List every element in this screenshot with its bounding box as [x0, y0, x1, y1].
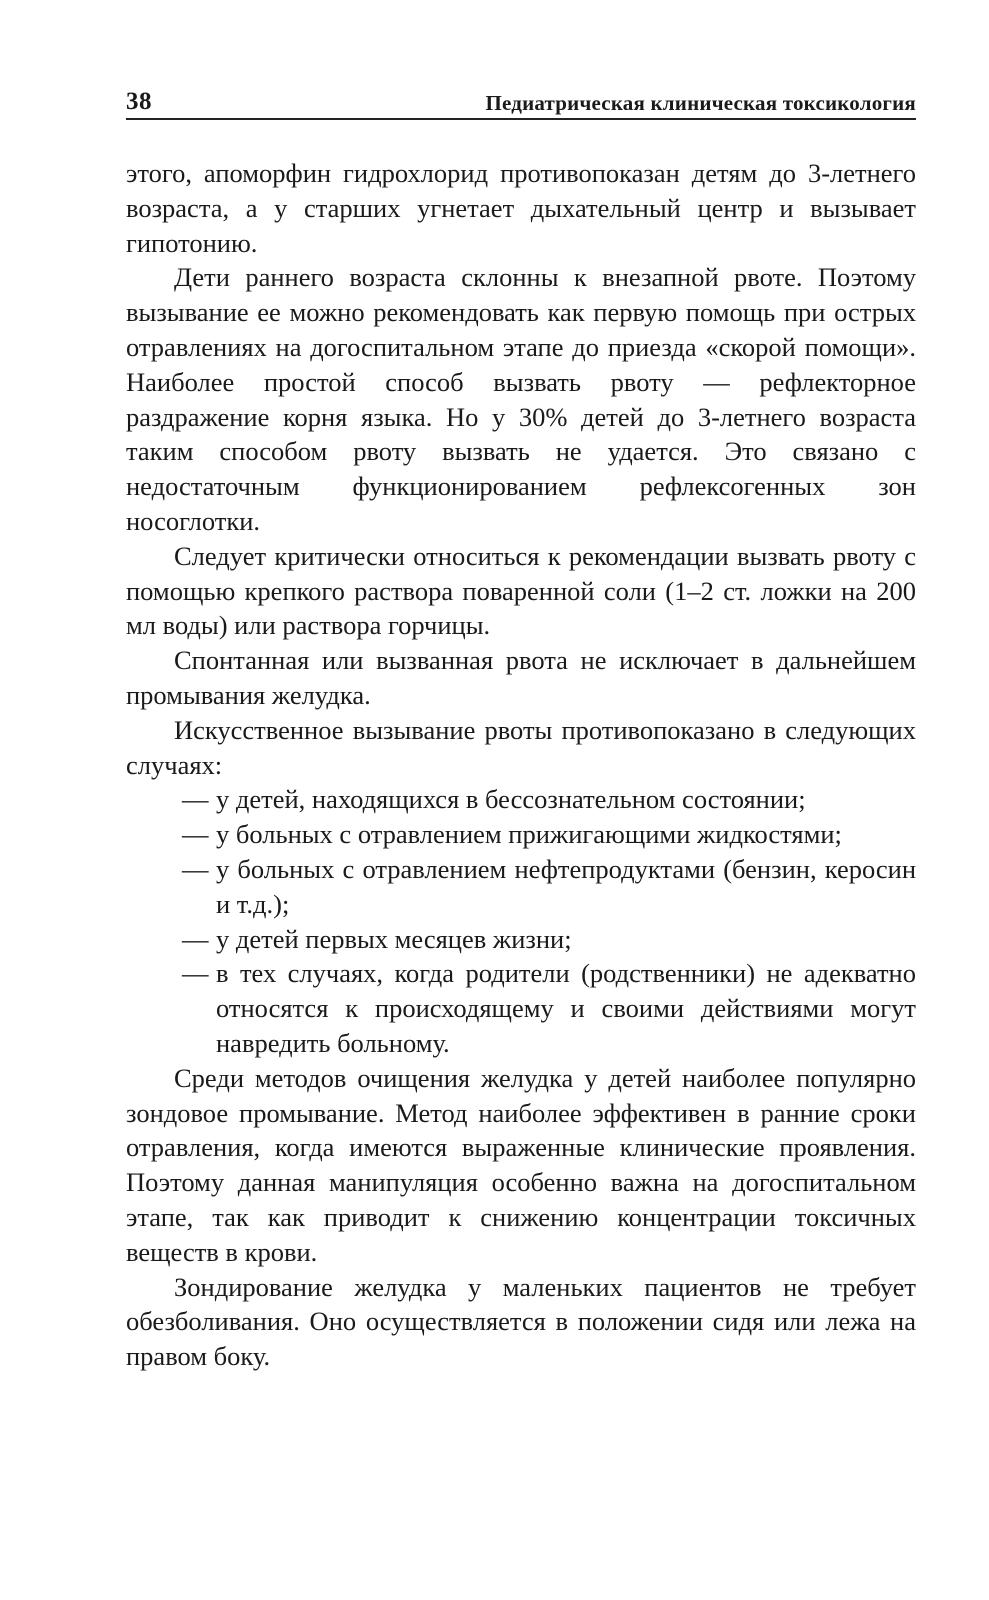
- paragraph: Следует критически относиться к рекомендации вызвать рвоту с помощью крепкого раствора поваренной соли (1–2 ст. ложки на 200 мл воды) или раствора горчицы.: [126, 540, 916, 641]
- list-item: — у больных с отравлением нефтепродуктами (бензин, керосин и т.д.);: [182, 852, 916, 922]
- contraindications-list: [126, 782, 916, 1060]
- book-page: [126, 88, 916, 1374]
- paragraph: Искусственное вызывание рвоты противопоказано в следующих случаях:: [126, 714, 916, 780]
- paragraph: Дети раннего возраста склонны к внезапной рвоте. Поэтому вызывание ее можно рекомендовать как первую помощь при острых отравлениях на догоспитальном этапе до приезда «скорой помощи». Наиболее простой способ вызвать рвоту — рефлекторное раздражение корня языка. Но у 30% детей до 3-летнего возраста таким способом рвоту вызвать не удается. Это связано с недостаточным функционированием рефлексогенных зон носоглотки.: [126, 262, 916, 536]
- list-item: — у детей первых месяцев жизни;: [182, 922, 916, 957]
- paragraph: Среди методов очищения желудка у детей наиболее популярно зондовое промывание. Метод наиболее эффективен в ранние сроки отравления, когда имеются выраженные клинические проявления. Поэтому данная манипуляция особенно важна на догоспитальном этапе, так как приводит к снижению концентрации токсичных веществ в крови.: [126, 1062, 916, 1267]
- list-item: — в тех случаях, когда родители (родственники) не адекватно относятся к происходящему и своими действиями могут навредить больному.: [182, 956, 916, 1060]
- list-item: — у больных с отравлением прижигающими жидкостями;: [182, 817, 916, 852]
- paragraph: Зондирование желудка у маленьких пациентов не требует обезболивания. Оно осуществляется в положении сидя или лежа на правом боку.: [126, 1271, 916, 1372]
- page-body: [126, 156, 916, 1374]
- paragraph: Спонтанная или вызванная рвота не исключает в дальнейшем промывания желудка.: [126, 645, 916, 710]
- page-header: [126, 88, 916, 120]
- list-item: — у детей, находящихся в бессознательном состоянии;: [182, 782, 916, 817]
- page-number: 38: [126, 88, 152, 115]
- running-title: Педиатрическая клиническая токсикология: [485, 91, 916, 115]
- paragraph-continuation: этого, апоморфин гидрохлорид противопоказан детям до 3-летнего возраста, а у старших угнетает дыхательный центр и вызывает гипотонию.: [126, 158, 916, 258]
